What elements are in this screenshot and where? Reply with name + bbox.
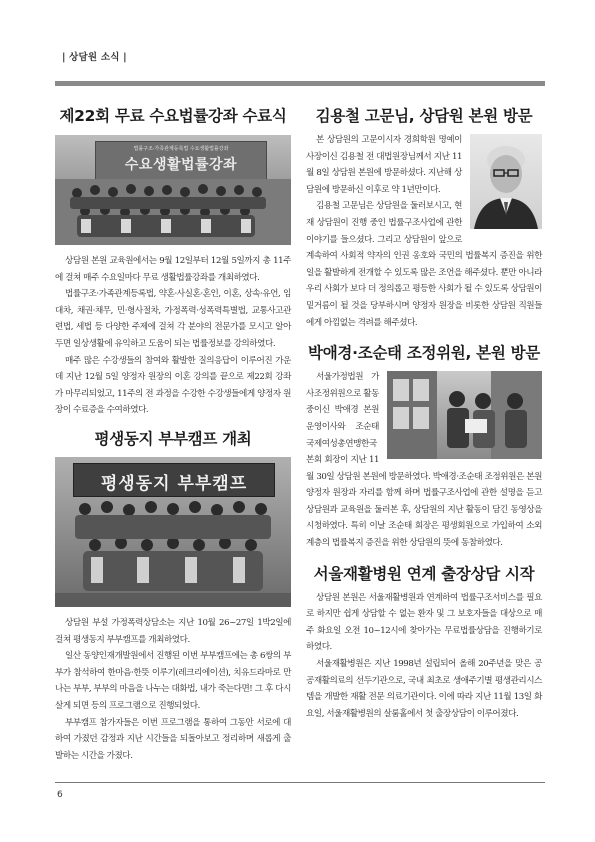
hospital-paragraph-2: 서울재활병원은 지난 1998년 설립되어 올해 20주년을 맞은 공공재활의료의 선두기관으로, 국내 최초로 생애주기별 평생관리시스템을 개발한 재활 전문 의료기관이다. 이에 따라 지난 11월 13일 화요일, 서울재활병원의 살룸홀에서 첫 출장상담이 이루어졌다. <box>306 659 542 719</box>
section-header: | 상담원 소식 | <box>62 52 127 63</box>
advisor-portrait-photo <box>470 134 542 229</box>
camp-paragraph-2: 일산 동양인재개발원에서 진행된 이번 부부캠프에는 총 6쌍의 부부가 참석하여 한마음·한뜻 이루기(레크리에이션), 치유드라마로 만나는 부부, 부부의 마음을 나누는 대화법, 내가 죽는다면! 그 후 다시 살게 되면 등의 프로그램으로 진행되었다. <box>55 651 291 711</box>
lecture-banner-subline: 법률구조·가족관계등록법 수요생활법률강좌 <box>133 146 229 152</box>
mediators-article-body <box>306 369 542 552</box>
mediators-title: 박애경·조순태 조정위원, 본원 방문 <box>308 344 540 363</box>
mediators-meeting-photo <box>387 371 542 459</box>
portrait-illustration <box>470 134 542 229</box>
camp-group-photo <box>55 457 291 607</box>
mediators-paragraph-1: 서울가정법원 가사조정위원으로 활동 중이신 박애경 본원 운영이사와 조순태 국제여성총연맹한국본회 회장이 지난 11월 30일 상담원 본원에 방문하였다. 박애경·조순태 조정위원은 본원 양정자 원장과 자리를 함께 하며 법률구조사업에 관한 설명을 듣고 상담원과 교육원을 둘러본 후, 상담원의 지난 활동이 담긴 동영상을 시청하였다. 특히 이날 조순태 회장은 평생회원으로 가입하여 소외계층의 법률복지 증진을 위한 상담원의 뜻에 동참하였다. <box>306 372 542 549</box>
lecture-paragraph-3: 매주 많은 수강생들의 참여와 활발한 질의응답이 이루어진 가운데 지난 12월 5일 양정자 원장의 이혼 강의를 끝으로 제22회 강좌가 마무리되었고, 11주의 전 과정을 수강한 수강생들에게 양정자 원장이 수료증을 수여하였다. <box>55 355 291 416</box>
hospital-article-body <box>306 590 542 723</box>
lecture-paragraph-2: 법률구조·가족관계등록법, 약혼·사실혼·혼인, 이혼, 상속·유언, 임대차, 채권·채무, 민·형사절차, 가정폭력·성폭력특별법, 교통사고관련법, 세법 등 다양한 주제에 걸쳐 각 분야의 전문가를 모시고 알아두면 일상생활에 유익하고 도움이 되는 법률정보를 강의하였다. <box>55 289 291 349</box>
camp-crowd-illustration <box>55 457 291 607</box>
camp-title: 평생동지 부부캠프 개최 <box>94 429 252 448</box>
advisor-title: 김용철 고문님, 상담원 본원 방문 <box>315 107 533 125</box>
page-number: 6 <box>57 790 63 800</box>
hospital-paragraph-1: 상담원 본원은 서울재활병원과 연계하여 법률구조서비스를 필요로 하지만 쉽게 상담할 수 없는 환자 및 그 보호자들을 대상으로 매주 화요일 오전 10~12시에 찾아가는 무료법률상담을 진행하기로 하였다. <box>306 592 542 653</box>
lecture-group-photo <box>55 135 291 245</box>
lecture-paragraph-1: 상담원 본원 교육원에서는 9월 12일부터 12월 5일까지 총 11주에 걸쳐 매주 수요일마다 무료 생활법률강좌를 개최하였다. <box>55 256 291 283</box>
footer-rule <box>55 782 545 783</box>
header-rule <box>55 81 545 86</box>
left-column <box>55 92 291 764</box>
advisor-paragraph-2: 김용철 고문님은 상담원을 둘러보시고, 현재 상담원이 진행 중인 법률구조사업에 관한 이야기를 들으셨다. 그리고 상담원이 앞으로 계속하여 사회적 약자의 인권 옹호와 국민의 법률복지 증진을 위한 일을 활발하게 전개할 수 있도록 많은 조언을 해주셨다. 뿐만 아니라 우리 사회가 보다 더 정의롭고 평등한 사회가 될 수 있도록 상담원이 밑거름이 될 것을 당부하시며 양정자 원장을 비롯한 상담원 직원들에게 아낌없는 격려를 해주셨다. <box>306 201 542 328</box>
advisor-article-body <box>306 132 542 331</box>
camp-paragraph-3: 부부캠프 참가자들은 이번 프로그램을 통하여 그동안 서로에 대하여 가졌던 감정과 지난 시간들을 되돌아보고 정리하며 새롭게 출발하는 시간을 가졌다. <box>55 717 291 761</box>
lecture-crowd-illustration <box>55 135 291 245</box>
lecture-title: 제22회 무료 수요법률강좌 수료식 <box>59 107 287 125</box>
camp-paragraph-1: 상담원 부설 가정폭력상담소는 지난 10월 26~27일 1박2일에 걸쳐 평생동지 부부캠프를 개최하였다. <box>55 617 291 645</box>
hospital-title: 서울재활병원 연계 출장상담 시작 <box>313 564 535 583</box>
right-column <box>306 92 542 722</box>
meeting-illustration <box>387 371 542 459</box>
camp-banner-main: 평생동지 부부캠프 <box>100 473 248 494</box>
advisor-paragraph-1: 본 상담원의 고문이시자 경희학원 명예이사장이신 김용철 전 대법원장님께서 지난 11월 8일 상담원 본원에 방문하셨다. 지난해 상담원에 방문하신 이후로 약 1년만이다. <box>306 135 462 195</box>
lecture-banner-main: 수요생활법률강좌 <box>124 157 238 173</box>
